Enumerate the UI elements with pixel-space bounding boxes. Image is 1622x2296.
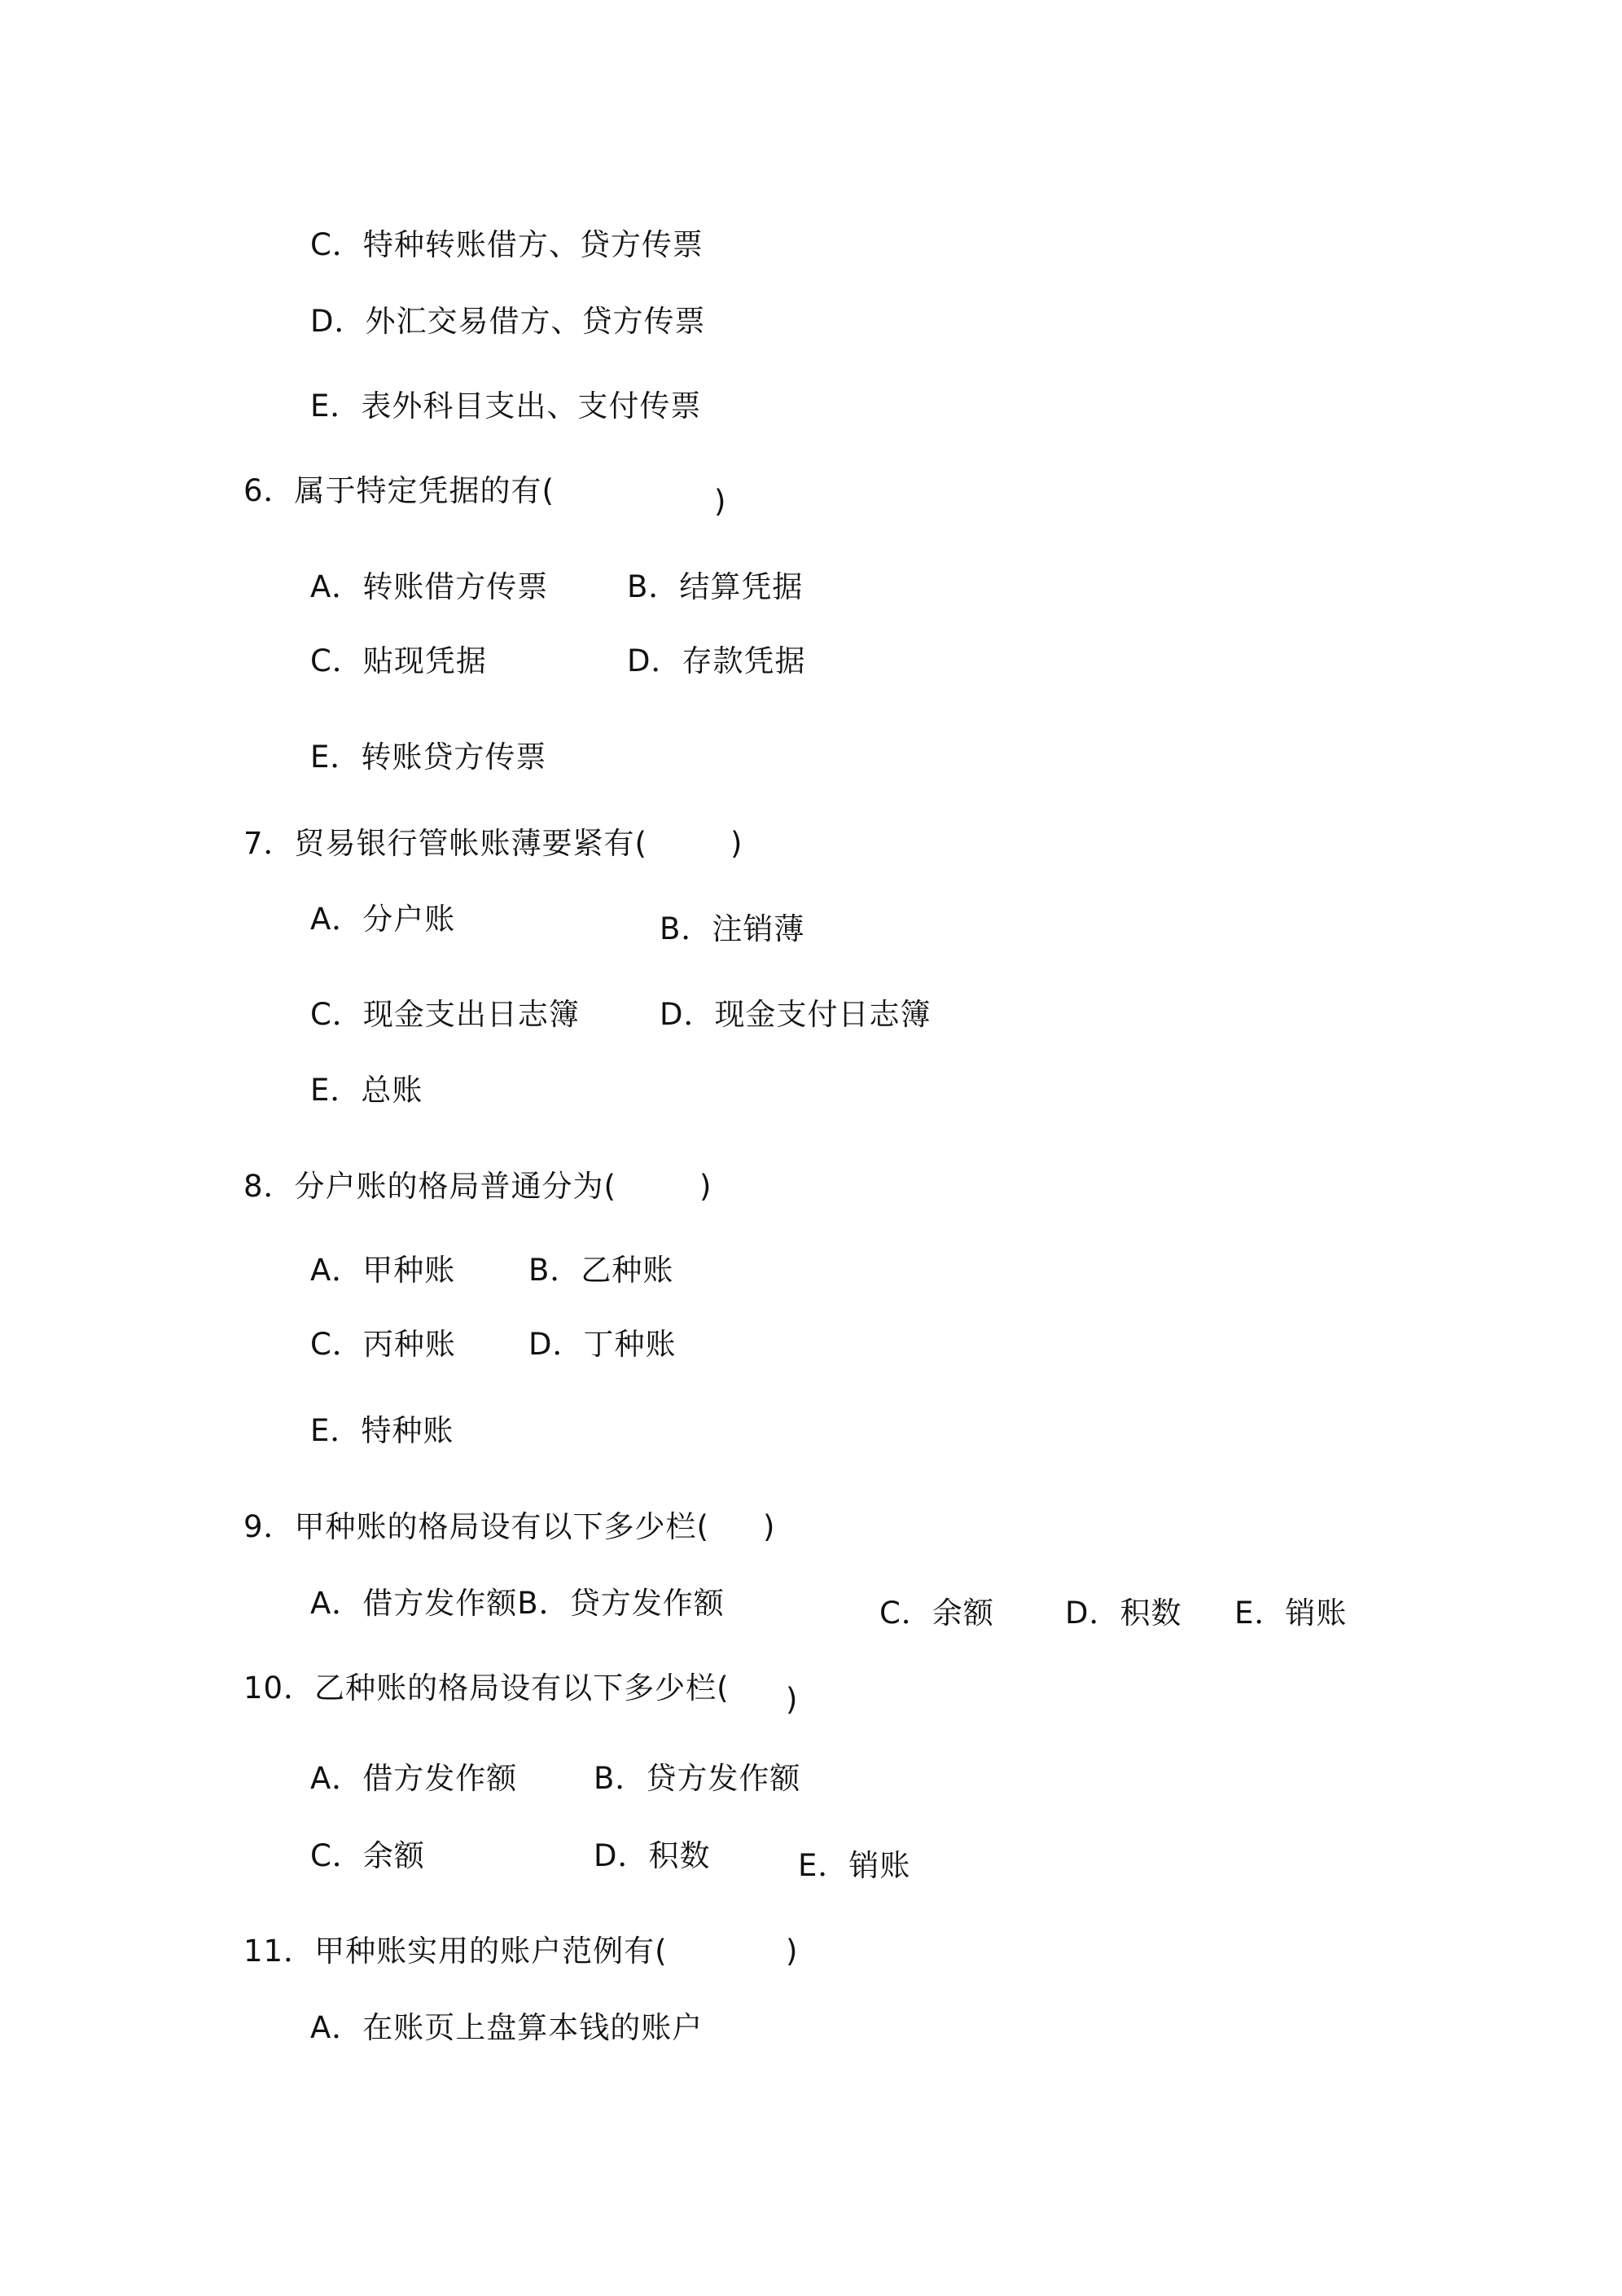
q7-option-b: B．注销薄 — [660, 911, 805, 946]
q8-option-a: A．甲种账 — [310, 1253, 456, 1288]
q9-option-ab: A．借方发作额B．贷方发作额 — [310, 1586, 725, 1621]
q8-close-paren: ) — [699, 1169, 712, 1204]
q10-option-a: A．借方发作额 — [310, 1761, 518, 1796]
q5-option-d: D．外汇交易借方、贷方传票 — [310, 304, 706, 339]
q11-stem: 11．甲种账实用的账户范例有( — [243, 1934, 668, 1969]
q10-option-d: D．积数 — [594, 1838, 711, 1873]
q6-option-b: B．结算凭据 — [627, 569, 804, 604]
q5-option-e: E．表外科目支出、支付传票 — [310, 389, 702, 424]
q7-option-d: D．现金支付日志簿 — [660, 997, 932, 1032]
q8-option-b: B．乙种账 — [528, 1253, 674, 1288]
q7-option-a: A．分户账 — [310, 902, 456, 937]
q9-close-paren: ) — [763, 1509, 776, 1544]
q7-option-e: E．总账 — [310, 1073, 423, 1108]
q9-option-e: E．销账 — [1234, 1596, 1348, 1631]
q10-stem: 10．乙种账的格局设有以下多少栏( — [243, 1670, 730, 1706]
q5-option-c: C．特种转账借方、贷方传票 — [310, 227, 704, 262]
q11-close-paren: ) — [786, 1934, 799, 1969]
q7-stem: 7．贸易银行管帐账薄要紧有( — [243, 826, 647, 861]
q7-close-paren: ) — [730, 826, 743, 861]
q8-option-e: E．特种账 — [310, 1413, 454, 1448]
q7-option-c: C．现金支出日志簿 — [310, 997, 580, 1032]
q6-option-a: A．转账借方传票 — [310, 569, 549, 604]
q6-option-e: E．转账贷方传票 — [310, 740, 547, 775]
q9-option-d: D．积数 — [1065, 1596, 1182, 1631]
q6-option-d: D．存款凭据 — [627, 643, 806, 678]
q8-option-c: C．丙种账 — [310, 1327, 456, 1362]
q9-option-c: C．余额 — [879, 1596, 994, 1631]
q6-option-c: C．贴现凭据 — [310, 643, 487, 678]
q8-stem: 8．分户账的格局普通分为( — [243, 1169, 616, 1204]
q9-stem: 9．甲种账的格局设有以下多少栏( — [243, 1509, 709, 1544]
q11-option-a: A．在账页上盘算本钱的账户 — [310, 2010, 704, 2045]
q6-close-paren: ) — [714, 484, 727, 519]
q10-close-paren: ) — [786, 1682, 799, 1717]
q10-option-c: C．余额 — [310, 1838, 425, 1873]
q10-option-b: B．贷方发作额 — [594, 1761, 801, 1796]
q6-stem: 6．属于特定凭据的有( — [243, 473, 555, 508]
q10-option-e: E．销账 — [798, 1848, 911, 1883]
q8-option-d: D．丁种账 — [528, 1327, 677, 1362]
